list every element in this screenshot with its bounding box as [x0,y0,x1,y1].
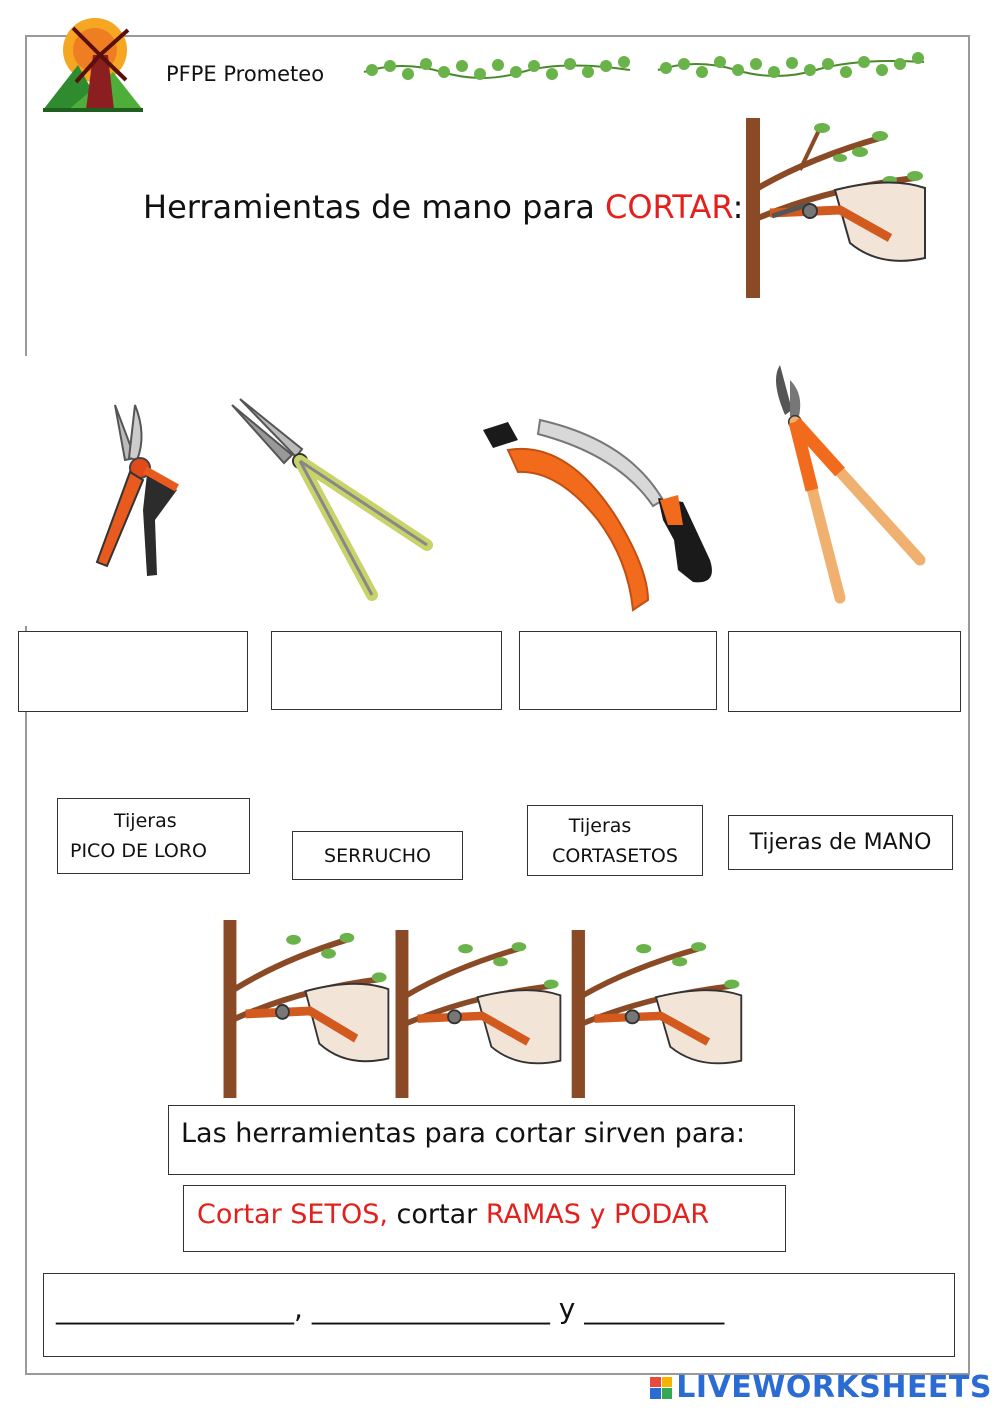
fill-in-line [56,1292,724,1325]
ivy-vine-icon [362,52,632,88]
hint-part-1: Cortar SETOS, [197,1199,388,1230]
hint-part-2: cortar [387,1199,486,1230]
question-text: Las herramientas para cortar sirven para: [181,1118,746,1149]
school-name: PFPE Prometeo [166,62,325,86]
title-highlight: CORTAR [604,188,733,226]
windmill-logo-icon [38,10,148,120]
pruning-illustration-icon [740,118,930,298]
word-line: CORTASETOS [552,844,678,867]
fill-in-box [43,1273,955,1357]
ivy-vine-icon [656,50,926,86]
frame-gap [20,356,32,626]
question-box [168,1105,795,1175]
separator-comma: , [294,1292,303,1325]
word-line: Tijeras [568,814,632,837]
hedge-shears-icon [222,395,437,610]
title-suffix: : [732,188,744,226]
bypass-pruning-shears-icon [85,400,195,580]
brand-name: LIVEWORKSHEETS [676,1370,992,1405]
word-tijeras-pico-de-loro[interactable] [57,798,250,874]
blank-1[interactable]: _________________ [56,1292,294,1325]
pruning-illustration-icon [218,920,393,1098]
blank-3[interactable]: __________ [584,1292,725,1325]
blank-2[interactable]: _________________ [311,1292,550,1325]
word-tijeras-cortasetos[interactable] [527,805,703,876]
answer-box-2[interactable] [271,631,502,710]
word-line: SERRUCHO [324,844,431,867]
pruning-illustration-icon [390,930,565,1098]
hint-part-3: RAMAS y PODAR [485,1199,710,1230]
answer-box-1[interactable] [18,631,248,712]
pruning-illustration-icon [566,930,746,1098]
liveworksheets-badge-icon [650,1377,672,1399]
answer-box-4[interactable] [728,631,961,712]
word-serrucho[interactable] [292,831,463,880]
lopping-shears-icon [760,360,930,605]
separator-y: y [558,1292,576,1325]
answer-hint-box [183,1185,786,1252]
word-line: PICO DE LORO [70,840,208,862]
answer-box-3[interactable] [519,631,717,710]
word-line: Tijeras de MANO [749,829,932,855]
liveworksheets-logo[interactable] [650,1370,992,1405]
word-line: Tijeras [114,810,177,832]
page-title [143,188,743,226]
title-prefix: Herramientas de mano para [143,188,605,226]
word-tijeras-de-mano[interactable] [728,815,953,870]
pruning-saw-icon [478,410,718,615]
